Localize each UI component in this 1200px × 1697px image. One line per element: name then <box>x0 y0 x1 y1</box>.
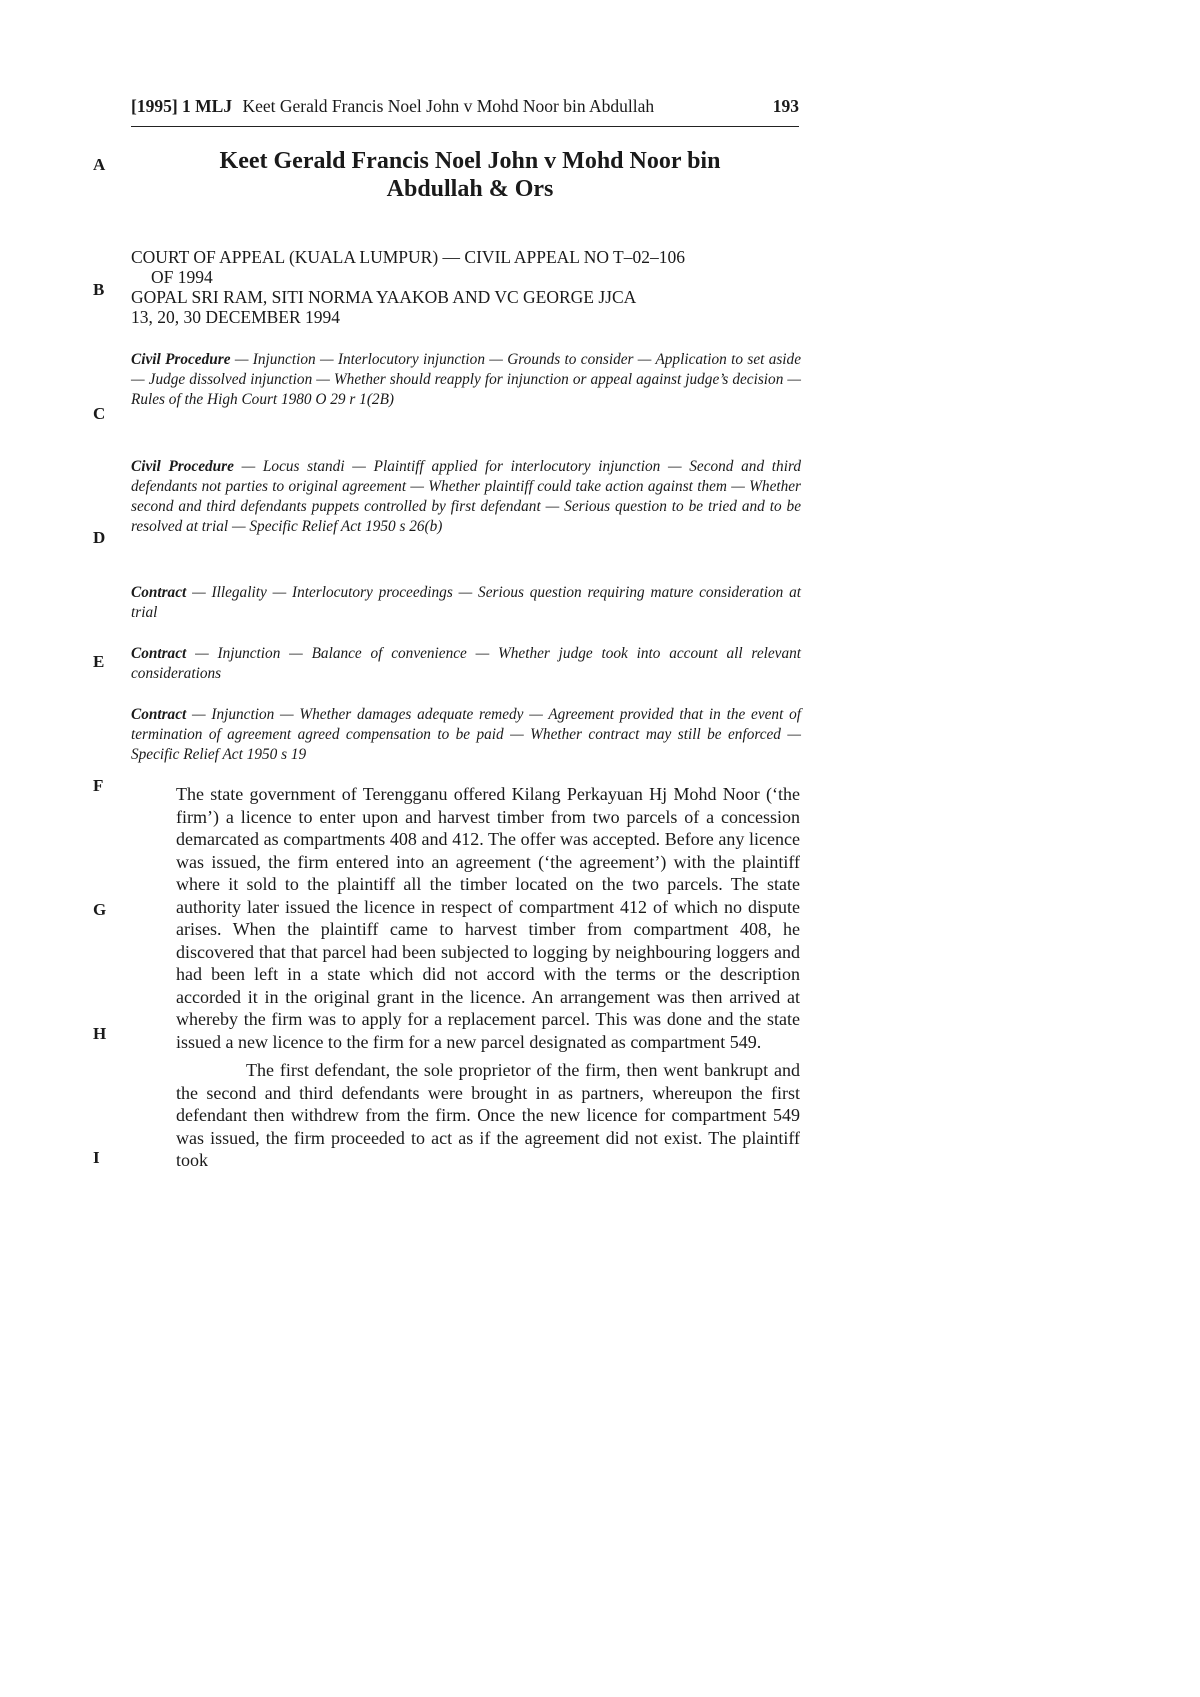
catchword <box>131 583 801 623</box>
case-title <box>140 147 800 203</box>
catchword-text: — Injunction — Balance of convenience — Whether judge took into account all relevant considerations <box>131 645 801 682</box>
margin-letter-g: G <box>93 900 107 919</box>
margin-letter-i: I <box>93 1148 100 1167</box>
header-rule <box>131 126 799 127</box>
decision-dates: 13, 20, 30 DECEMBER 1994 <box>131 307 341 327</box>
catchword-subject: Contract <box>131 584 187 601</box>
margin-letter-f: F <box>93 776 104 795</box>
margin-letter-c: C <box>93 404 106 423</box>
catchword <box>131 644 801 684</box>
catchword-text: — Injunction — Whether damages adequate remedy — Agreement provided that in the event of termination of agreement agreed compensation to be paid — Whether contract may still be enforced — Specific Relief Act 1950 s 19 <box>131 706 801 763</box>
catchword <box>131 350 801 410</box>
citation: [1995] 1 MLJ <box>131 96 233 116</box>
case-short-title: Keet Gerald Francis Noel John v Mohd Noor bin Abdullah <box>242 96 655 116</box>
catchword <box>131 457 801 537</box>
page-number: 193 <box>772 96 799 116</box>
catchword-subject: Contract <box>131 645 187 662</box>
case-title-line-1: Keet Gerald Francis Noel John v Mohd Noor bin <box>219 148 721 174</box>
catchword-subject: Contract <box>131 706 187 723</box>
court-info <box>131 247 811 327</box>
catchword-subject: Civil Procedure <box>131 351 231 368</box>
catchword-text: — Locus standi — Plaintiff applied for interlocutory injunction — Second and third defendants not parties to original agreement — Whether plaintiff could take action against them — Whether second and third defendants puppets controlled by first defendant — Serious question to be tried and to be resolved at trial — Specific Relief Act 1950 s 26(b) <box>131 458 801 535</box>
headnote-paragraph-2: The first defendant, the sole proprietor of the firm, then went bankrupt and the second and third defendants were brought in as partners, whereupon the first defendant then withdrew from the firm. Once the new licence for compartment 549 was issued, the firm proceeded to act as if the agreement did not exist. The plaintiff took <box>176 1060 800 1170</box>
catchword-subject: Civil Procedure <box>131 458 234 475</box>
catchword <box>131 705 801 765</box>
catchword-text: — Illegality — Interlocutory proceedings — Serious question requiring mature consideration at trial <box>131 584 801 621</box>
margin-letter-b: B <box>93 280 105 299</box>
headnote-body <box>176 783 800 1172</box>
court-line: COURT OF APPEAL (KUALA LUMPUR) — CIVIL APPEAL NO T–02–106 <box>131 247 685 267</box>
case-title-line-2: Abdullah & Ors <box>386 176 554 202</box>
margin-letter-d: D <box>93 528 106 547</box>
judges: GOPAL SRI RAM, SITI NORMA YAAKOB AND VC GEORGE JJCA <box>131 287 637 307</box>
catchword-text: — Injunction — Interlocutory injunction — Grounds to consider — Application to set aside — Judge dissolved injunction — Whether should reapply for injunction or appeal against judge’s decision — Rules of the High Court 1980 O 29 r 1(2B) <box>131 351 801 408</box>
margin-letter-a: A <box>93 155 106 174</box>
court-line-continued: OF 1994 <box>151 267 213 287</box>
running-header <box>131 96 799 117</box>
headnote-paragraph-1: The state government of Terengganu offered Kilang Perkayuan Hj Mohd Noor (‘the firm’) a licence to enter upon and harvest timber from two parcels of a concession demarcated as compartments 408 and 412. The offer was accepted. Before any licence was issued, the firm entered into an agreement (‘the agreement’) with the plaintiff where it sold to the plaintiff all the timber located on the two parcels. The state authority later issued the licence in respect of compartment 412 of which no dispute arises. When the plaintiff came to harvest timber from compartment 408, he discovered that that parcel had been subjected to logging by neighbouring loggers and had been left in a state which did not accord with the terms or the description accorded it in the original grant in the licence. An arrangement was then arrived at whereby the firm was to apply for a replacement parcel. This was done and the state issued a new licence to the firm for a new parcel designated as compartment 549. <box>176 784 800 1052</box>
margin-letter-h: H <box>93 1024 107 1043</box>
margin-letter-e: E <box>93 652 105 671</box>
